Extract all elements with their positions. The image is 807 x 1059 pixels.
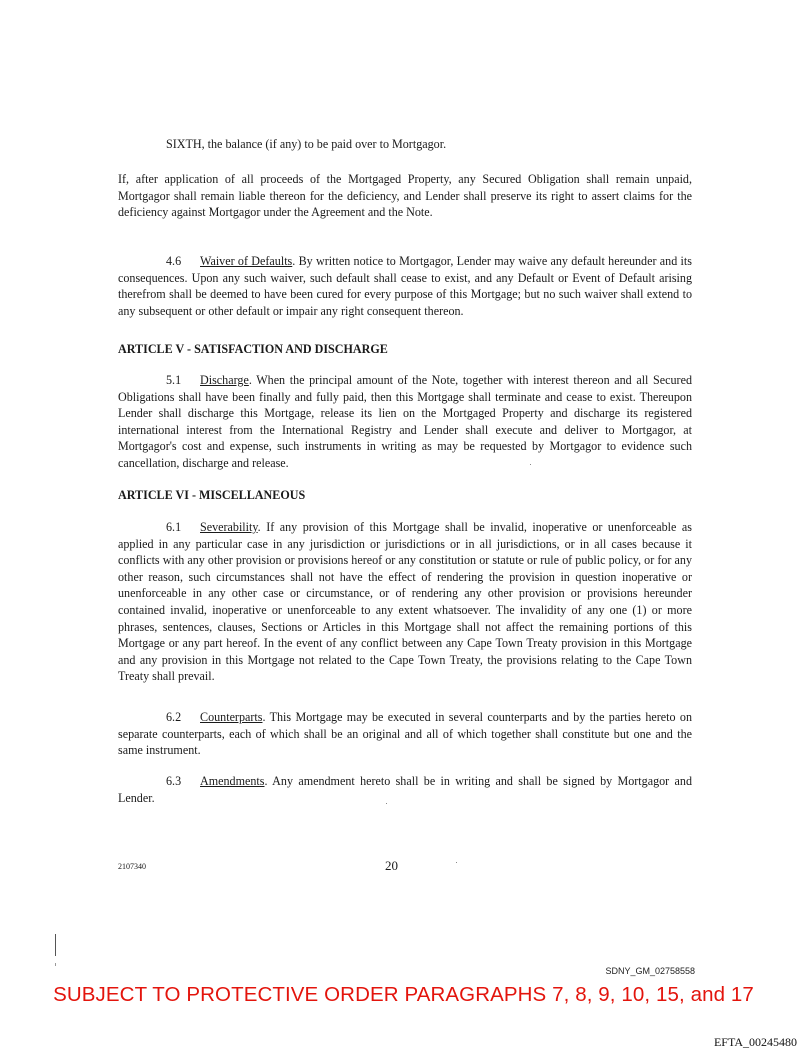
section-title: Waiver of Defaults (200, 254, 293, 268)
section-6-2 (118, 709, 692, 759)
section-title: Amendments (200, 774, 265, 788)
section-4-6 (118, 253, 692, 319)
section-text: . This Mortgage may be executed in several counterparts and by the parties hereto on separate counterparts, each of which shall be an original and all of which together shall constitute but one and the same instrument. (118, 710, 692, 758)
section-5-1 (118, 372, 692, 472)
scan-artifact-tick (55, 963, 56, 966)
scan-speck (530, 464, 531, 465)
section-text: . When the principal amount of the Note, together with interest thereon and all Secured Obligations shall have been finally and fully paid, then this Mortgage shall terminate and cease to exist. Thereupon Lender shall discharge this Mortgage, release its lien on the Mortgaged Property and discharge its registered international interest from the International Registry and Lender shall execute and deliver to Mortgagor, at Mortgagor's cost and expense, such instruments in writing as may be requested by Mortgagor to evidence such cancellation, discharge and release. (118, 373, 692, 470)
page-number: 20 (385, 858, 398, 873)
section-number: 6.1 (166, 520, 182, 534)
article-v-heading: ARTICLE V - SATISFACTION AND DISCHARGE (118, 342, 388, 356)
scan-speck (456, 862, 457, 863)
section-number: 5.1 (166, 373, 182, 387)
section-title: Severability (200, 520, 258, 534)
section-number: 6.3 (166, 774, 182, 788)
section-number: 4.6 (166, 254, 182, 268)
bates-number: SDNY_GM_02758558 (605, 966, 695, 976)
section-6-1 (118, 519, 692, 685)
footer-document-id: 2107340 (118, 862, 146, 871)
section-title: Discharge (200, 373, 249, 387)
section-title: Counterparts (200, 710, 263, 724)
scan-speck (386, 803, 387, 804)
deficiency-paragraph: If, after application of all proceeds of the Mortgaged Property, any Secured Obligation shall remain unpaid, Mortgagor shall remain liable thereon for the deficiency, and Lender shall preserve its right to assert claims for the deficiency against Mortgagor under the Agreement and the Note. (118, 172, 692, 220)
article-vi-heading: ARTICLE VI - MISCELLANEOUS (118, 488, 306, 502)
section-text: . By written notice to Mortgagor, Lender may waive any default hereunder and its consequences. Upon any such waiver, such default shall cease to exist, and any Default or Event of Default arising therefrom shall be deemed to have been cured for every purpose of this Mortgage; but no such waiver shall extend to any subsequent or other default or impair any right consequent thereon. (118, 254, 692, 318)
efta-number: EFTA_00245480 (713, 1035, 797, 1049)
section-text: . Any amendment hereto shall be in writing and shall be signed by Mortgagor and Lender. (118, 774, 692, 805)
section-text: . If any provision of this Mortgage shall be invalid, inoperative or unenforceable as applied in any particular case in any jurisdiction or jurisdictions or in all jurisdictions, or in all cases because it conflicts with any other provision or provisions hereof or any constitution or statute or rule of public policy, or for any other reason, such circumstances shall not have the effect of rendering the provision in question inoperative or unenforceable in any other case or circumstance, or of rendering any other provision or provisions hereunder contained invalid, inoperative or unenforceable to any extent whatsoever. The invalidity of any one (1) or more phrases, sentences, clauses, Sections or Articles in this Mortgage shall not affect the remaining portions of this Mortgage or any part hereof. In the event of any conflict between any Cape Town Treaty provision in this Mortgage and any provision in this Mortgage not related to the Cape Town Treaty, the provisions relating to the Cape Town Treaty shall prevail. (118, 520, 692, 684)
section-6-3 (118, 773, 692, 806)
sixth-clause: SIXTH, the balance (if any) to be paid over to Mortgagor. (166, 137, 447, 151)
section-number: 6.2 (166, 710, 182, 724)
scan-artifact-line (55, 934, 56, 956)
protective-order-stamp: SUBJECT TO PROTECTIVE ORDER PARAGRAPHS 7, 8, 9, 10, 15, and 17 (53, 983, 754, 1006)
